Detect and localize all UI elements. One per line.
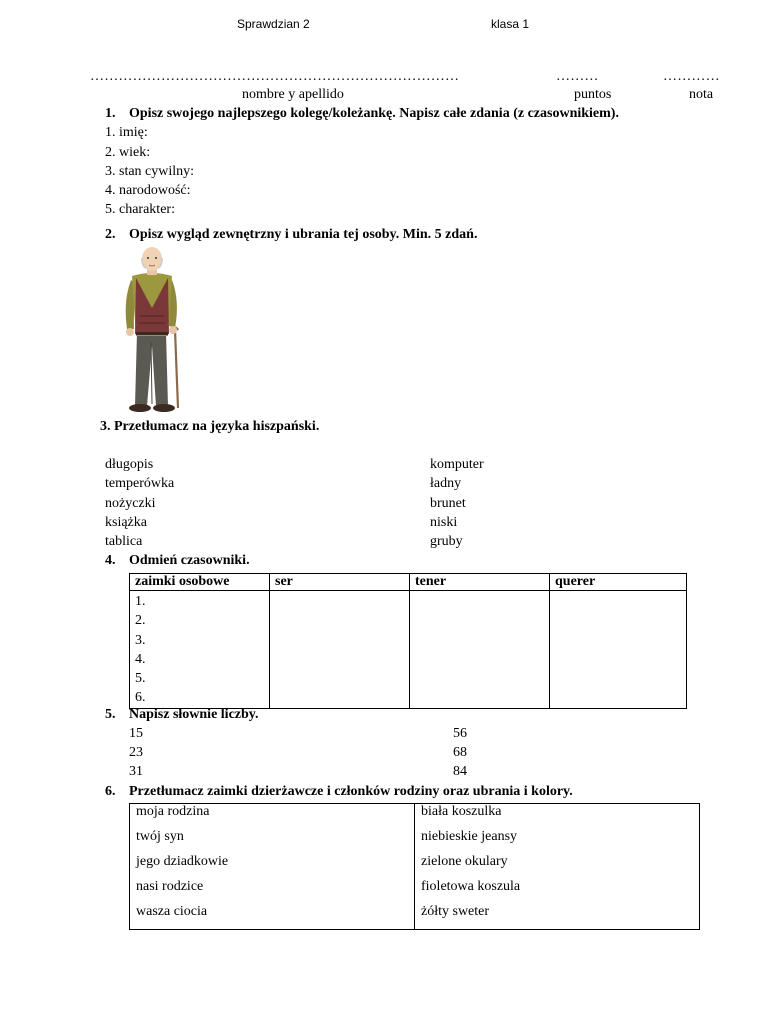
class-label: klasa 1: [491, 17, 530, 31]
translation-table: [129, 803, 700, 930]
number-left: 15: [129, 726, 143, 741]
table-row: [130, 829, 700, 854]
question-3: 3. Przetłumacz na języka hiszpański.: [100, 419, 320, 434]
answer-cell-querer[interactable]: [550, 591, 687, 709]
question-number: 2.: [105, 227, 116, 242]
row-number: 4.: [135, 651, 146, 667]
number-left: 31: [129, 764, 143, 779]
vocab-left: książka: [105, 515, 147, 530]
table-cell: zielone okulary: [415, 854, 700, 879]
conjugation-table: [129, 573, 687, 709]
row-number: 2.: [135, 613, 146, 629]
question-5: [105, 707, 259, 723]
question-text: Opisz wygląd zewnętrzny i ubrania tej osoby. Min. 5 zdań.: [129, 227, 478, 242]
pronoun-cell: [130, 591, 270, 709]
vocab-right: niski: [430, 515, 458, 530]
vocab-left: temperówka: [105, 476, 175, 491]
table-row: [130, 854, 700, 879]
table-row: [130, 804, 700, 830]
question-text: Opisz swojego najlepszego kolegę/koleżankę. Napisz całe zdania (z czasownikiem).: [129, 106, 619, 121]
name-line[interactable]: ……………………………………………………………………: [90, 69, 460, 84]
table-cell: biała koszulka: [415, 804, 700, 830]
table-header: zaimki osobowe: [130, 574, 270, 591]
table-cell: moja rodzina: [130, 804, 415, 830]
question-1: [105, 106, 619, 122]
grade-label: nota: [689, 87, 714, 102]
row-number: 6.: [135, 690, 146, 706]
name-label: nombre y apellido: [242, 87, 344, 102]
answer-cell-ser[interactable]: [270, 591, 410, 709]
table-cell: twój syn: [130, 829, 415, 854]
question-number: 1.: [105, 106, 116, 121]
table-cell: fioletowa koszula: [415, 879, 700, 904]
number-right: 68: [453, 745, 467, 760]
vocab-left: nożyczki: [105, 496, 156, 511]
table-header: querer: [550, 574, 687, 591]
question-number: 4.: [105, 553, 116, 568]
question-4: [105, 553, 250, 569]
vocab-left: długopis: [105, 457, 154, 472]
table-cell: jego dziadkowie: [130, 854, 415, 879]
table-row: [130, 904, 700, 930]
question-6: [105, 784, 573, 800]
test-title: Sprawdzian 2: [237, 17, 310, 31]
answer-cell-tener[interactable]: [410, 591, 550, 709]
grade-line[interactable]: …………: [663, 69, 720, 84]
question-text: Przetłumacz zaimki dzierżawcze i członków rodziny oraz ubrania i kolory.: [129, 784, 573, 799]
table-cell: nasi rodzice: [130, 879, 415, 904]
table-row: [130, 879, 700, 904]
q1-item: 2. wiek:: [105, 145, 151, 160]
vocab-right: komputer: [430, 457, 484, 472]
row-number: 1.: [135, 594, 146, 609]
number-right: 56: [453, 726, 467, 741]
table-cell: niebieskie jeansy: [415, 829, 700, 854]
vocab-right: gruby: [430, 534, 463, 549]
vocab-right: brunet: [430, 496, 466, 511]
old-man-illustration: [118, 246, 188, 414]
table-header: tener: [410, 574, 550, 591]
number-right: 84: [453, 764, 467, 779]
row-number: 3.: [135, 632, 146, 648]
q1-item: 1. imię:: [105, 125, 148, 140]
q1-item: 4. narodowość:: [105, 183, 191, 198]
table-cell: wasza ciocia: [130, 904, 415, 930]
q1-item: 3. stan cywilny:: [105, 164, 195, 179]
table-header: ser: [270, 574, 410, 591]
number-left: 23: [129, 745, 143, 760]
question-number: 6.: [105, 784, 116, 799]
q1-item: 5. charakter:: [105, 202, 175, 217]
points-line[interactable]: ………: [556, 69, 599, 84]
table-cell: żółty sweter: [415, 904, 700, 930]
question-number: 5.: [105, 707, 116, 722]
vocab-right: ładny: [430, 476, 462, 491]
question-2: [105, 227, 477, 243]
question-text: Napisz słownie liczby.: [129, 707, 259, 722]
points-label: puntos: [574, 87, 612, 102]
vocab-left: tablica: [105, 534, 143, 549]
row-number: 5.: [135, 671, 146, 687]
question-text: Odmień czasowniki.: [129, 553, 250, 568]
